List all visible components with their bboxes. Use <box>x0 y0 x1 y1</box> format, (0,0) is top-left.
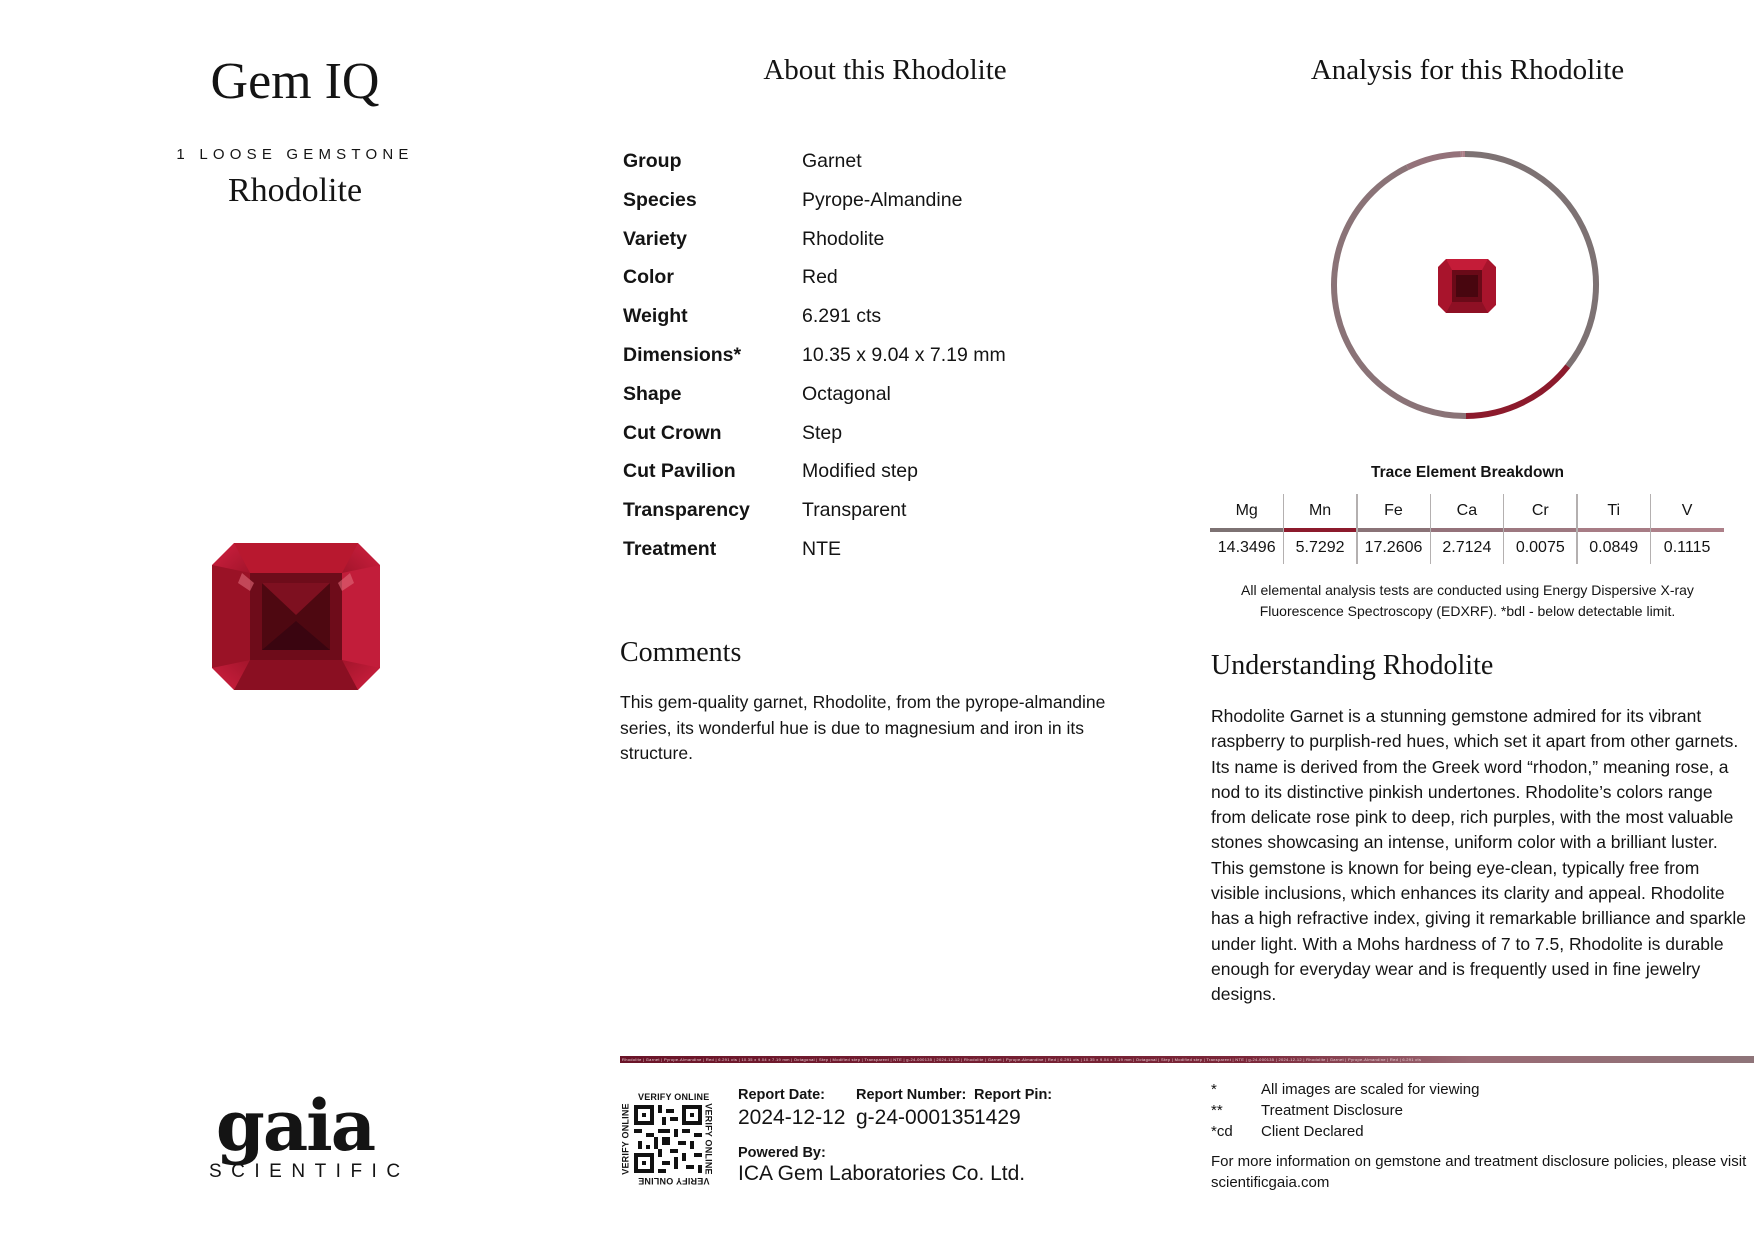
detail-value: Step <box>802 421 843 444</box>
detail-label: Cut Pavilion <box>623 460 736 483</box>
gemstone-thumbnail <box>1438 259 1496 313</box>
detail-label: Transparency <box>623 499 750 522</box>
detail-label: Treatment <box>623 538 717 560</box>
element-color-bar <box>1577 528 1650 532</box>
detail-value: Rhodolite <box>802 227 885 250</box>
element-column-ca <box>1430 494 1503 566</box>
detail-value: Octagonal <box>802 382 891 405</box>
element-symbol: Cr <box>1531 502 1549 519</box>
powered-by-value: ICA Gem Laboratories Co. Ltd. <box>738 1162 1026 1185</box>
element-symbol: Mg <box>1235 502 1258 519</box>
microtext: Rhodolite | Garnet | Pyrope-Almandine | Red | 6.291 cts | 10.35 x 9.04 x 7.19 mm | Octagonal | Step | Modified step | Transparent | NTE | g-24-000135 | 2024-12-12 | Rhodolite | Garnet | Pyrope-Almandine | Red | 6.291 cts | 10.35 x 9.04 x 7.19 mm | Octagonal | Step | Modified step | Transparent | NTE | g-24-000135 | 2024-12-12 | Rhodolite | Garnet | Pyrope-Almandine | Red | 6.291 cts <box>622 1057 1422 1062</box>
more-info-text: For more information on gemstone and treatment disclosure policies, please visit scientificgaia.com <box>1211 1153 1747 1191</box>
detail-value: Pyrope-Almandine <box>802 188 963 211</box>
column-divider <box>1650 494 1652 564</box>
column-divider <box>1503 494 1505 564</box>
element-color-bar <box>1650 528 1723 532</box>
report-date-label: Report Date: <box>738 1087 826 1103</box>
report-number: g-24-000135 <box>856 1106 976 1129</box>
detail-row-color <box>623 266 1123 296</box>
footnote-text: All images are scaled for viewing <box>1261 1081 1480 1098</box>
detail-label: Shape <box>623 382 682 405</box>
understanding-body: Rhodolite Garnet is a stunning gemstone admired for its vibrant raspberry to purplish-red hues, which set it apart from other garnets. Its name is derived from the Greek word “rhodon,” meaning rose, a nod to its distinctive pinkish undertones. Rhodolite’s colors range from delicate rose pink to deep, rich purples, with the most valuable stones showcasing an intense, uniform color with a brilliant luster. This gemstone is known for being eye-clean, typically free from visible inclusions, which enhances its clarity and appeal. Rhodolite has a high refractive index, giving it remarkable brilliance and sparkle under light. With a Mohs hardness of 7 to 7.5, Rhodolite is durable enough for everyday wear and is frequently used in fine jewelry designs. <box>1211 706 1746 1005</box>
element-value: 2.7124 <box>1442 539 1492 556</box>
element-symbol: Ca <box>1456 502 1478 519</box>
gaia-scientific-logo <box>200 1084 410 1183</box>
trace-element-title: Trace Element Breakdown <box>1371 464 1564 481</box>
element-color-bar <box>1357 528 1430 532</box>
element-column-mg <box>1210 494 1283 566</box>
element-column-fe <box>1357 494 1430 566</box>
footnote-symbol: * <box>1211 1081 1217 1098</box>
element-value: 0.0075 <box>1515 539 1565 556</box>
element-symbol: V <box>1681 502 1693 519</box>
verify-label-bottom: VERIFY ONLINE <box>638 1176 710 1186</box>
analysis-title: Analysis for this Rhodolite <box>1310 54 1625 86</box>
logo-subtitle: SCIENTIFIC <box>209 1161 410 1182</box>
element-column-v <box>1650 494 1723 566</box>
element-column-ti <box>1577 494 1650 566</box>
understanding-title: Understanding Rhodolite <box>1211 650 1494 681</box>
detail-row-species <box>623 189 1123 219</box>
report-number-label: Report Number: <box>856 1087 967 1103</box>
verify-label-top: VERIFY ONLINE <box>638 1092 710 1102</box>
element-value: 14.3496 <box>1217 539 1276 556</box>
gemstone-image <box>212 543 380 690</box>
footnote-symbol: *cd <box>1211 1123 1233 1140</box>
brand-title: Gem IQ <box>210 53 380 110</box>
detail-value: Red <box>802 266 838 289</box>
element-value: 17.2606 <box>1364 539 1423 556</box>
detail-label: Dimensions* <box>623 344 742 366</box>
element-color-bar <box>1430 528 1503 532</box>
element-value: 5.7292 <box>1295 539 1345 556</box>
detail-row-transparency <box>623 499 1123 529</box>
detail-label: Group <box>623 150 682 172</box>
detail-row-dimensions <box>623 344 1123 374</box>
element-symbol: Mn <box>1308 502 1332 519</box>
report-pin-label: Report Pin: <box>974 1087 1053 1103</box>
gem-count: 1 LOOSE GEMSTONE <box>176 146 414 163</box>
element-color-bar <box>1504 528 1577 532</box>
detail-value: 6.291 cts <box>802 305 882 328</box>
footnote-text: Client Declared <box>1261 1123 1364 1140</box>
detail-row-weight <box>623 305 1123 335</box>
column-divider <box>1283 494 1285 564</box>
element-value: 0.0849 <box>1589 539 1639 556</box>
element-symbol: Ti <box>1607 502 1621 519</box>
trace-analysis-note: All elemental analysis tests are conducted using Energy Dispersive X-ray Fluorescence Spectroscopy (EDXRF). *bdl - below detectable limit. <box>1241 582 1694 619</box>
detail-value: Garnet <box>802 150 862 172</box>
report-date: 2024-12-12 <box>738 1106 846 1129</box>
footnote-symbol: ** <box>1211 1102 1223 1119</box>
element-color-bar <box>1283 528 1356 532</box>
comments-body: This gem-quality garnet, Rhodolite, from the pyrope-almandine series, its wonderful hue is due to magnesium and iron in its structure. <box>620 692 1106 763</box>
verify-qr-code[interactable] <box>620 1092 714 1188</box>
ring-segment-ca <box>1407 154 1460 167</box>
detail-row-group <box>623 150 1123 180</box>
element-value: 0.1115 <box>1663 539 1711 556</box>
detail-value: 10.35 x 9.04 x 7.19 mm <box>802 344 1006 366</box>
footnote-text: Treatment Disclosure <box>1261 1102 1403 1119</box>
security-microtext-strip <box>620 1056 1754 1063</box>
ring-segment-mn <box>1466 366 1568 416</box>
detail-value: NTE <box>802 538 841 560</box>
detail-label: Cut Crown <box>623 421 722 444</box>
detail-label: Species <box>623 188 697 211</box>
detail-value: Modified step <box>802 460 918 483</box>
element-column-mn <box>1283 494 1356 566</box>
detail-row-cut-crown <box>623 422 1123 452</box>
element-color-bar <box>1210 528 1283 532</box>
detail-row-cut-pavilion <box>623 460 1123 490</box>
column-divider <box>1576 494 1578 564</box>
logo-word: gaia <box>215 1084 375 1167</box>
qr-code-icon <box>634 1105 702 1173</box>
detail-row-shape <box>623 383 1123 413</box>
detail-label: Color <box>623 266 674 289</box>
gem-name: Rhodolite <box>227 172 363 209</box>
comments-title: Comments <box>620 637 742 668</box>
about-title: About this Rhodolite <box>763 54 1007 86</box>
element-column-cr <box>1504 494 1577 566</box>
detail-row-variety <box>623 228 1123 258</box>
verify-label-right: VERIFY ONLINE <box>703 1103 714 1175</box>
column-divider <box>1356 494 1358 564</box>
detail-label: Weight <box>623 305 688 328</box>
verify-label-left: VERIFY ONLINE <box>620 1103 631 1175</box>
column-divider <box>1430 494 1432 564</box>
report-pin: 1429 <box>974 1106 1021 1129</box>
detail-value: Transparent <box>802 499 907 522</box>
powered-by-label: Powered By: <box>738 1145 826 1161</box>
detail-row-treatment <box>623 538 1123 568</box>
detail-label: Variety <box>623 227 687 250</box>
element-symbol: Fe <box>1384 502 1403 519</box>
